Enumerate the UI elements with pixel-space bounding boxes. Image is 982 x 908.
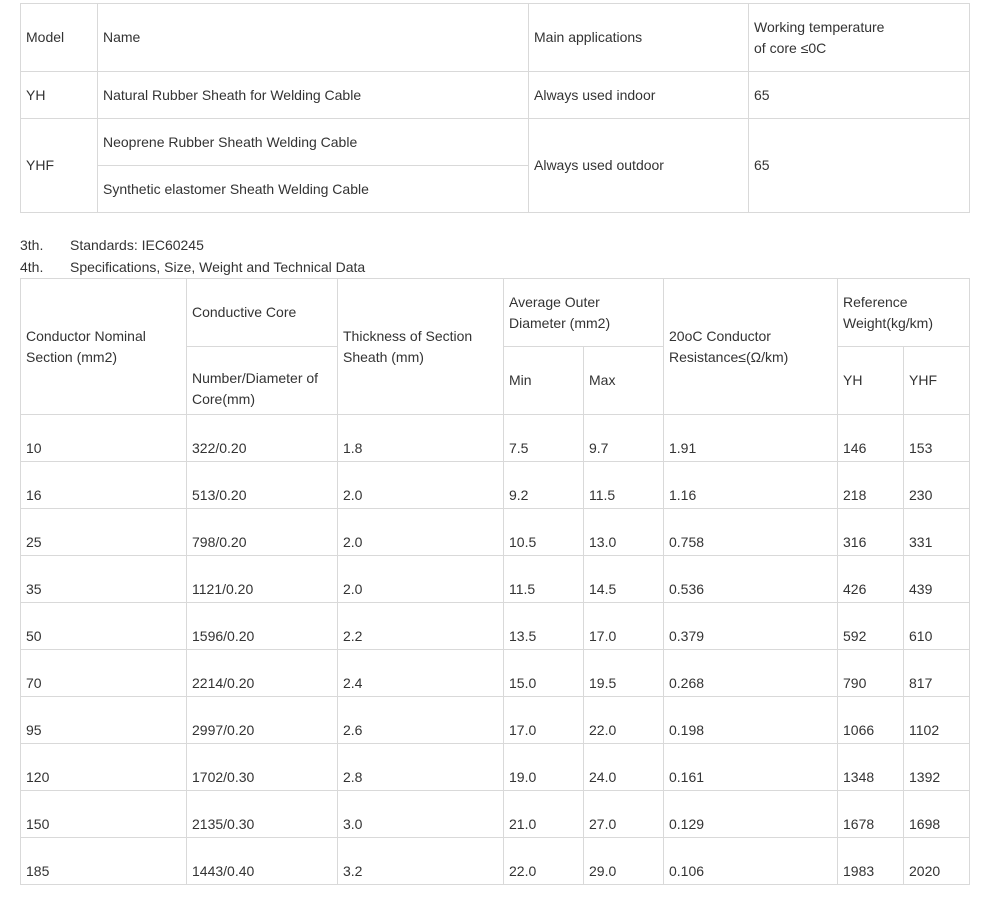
core-cell: 1443/0.40 <box>187 838 338 885</box>
yh-cell: 1678 <box>838 791 904 838</box>
max-cell: 14.5 <box>584 556 664 603</box>
yhf-cell: 2020 <box>904 838 970 885</box>
name-cell: Synthetic elastomer Sheath Welding Cable <box>98 166 529 213</box>
max-cell: 24.0 <box>584 744 664 791</box>
min-cell: 22.0 <box>504 838 584 885</box>
specs-header-row <box>21 279 970 347</box>
temperature-cell: 65 <box>749 72 970 119</box>
note-specifications <box>20 258 365 276</box>
core-cell: 2997/0.20 <box>187 697 338 744</box>
header-reference-weight-line2: Weight(kg/km) <box>843 314 933 331</box>
header-average-outer-line1: Average Outer <box>509 293 600 310</box>
core-cell: 1702/0.30 <box>187 744 338 791</box>
yh-cell: 146 <box>838 415 904 462</box>
thickness-cell: 2.2 <box>338 603 504 650</box>
min-cell: 19.0 <box>504 744 584 791</box>
thickness-cell: 2.8 <box>338 744 504 791</box>
resistance-cell: 0.106 <box>664 838 838 885</box>
header-conductor-section-line1: Conductor Nominal <box>26 327 146 344</box>
resistance-cell: 0.198 <box>664 697 838 744</box>
core-cell: 1121/0.20 <box>187 556 338 603</box>
thickness-cell: 3.0 <box>338 791 504 838</box>
table-row <box>21 697 970 744</box>
section-cell: 16 <box>21 462 187 509</box>
note-standards <box>20 236 204 254</box>
header-conductor-section-line2: Section (mm2) <box>26 348 118 365</box>
max-cell: 17.0 <box>584 603 664 650</box>
max-cell: 11.5 <box>584 462 664 509</box>
header-number-diameter <box>187 347 338 415</box>
thickness-cell: 2.0 <box>338 462 504 509</box>
yh-cell: 592 <box>838 603 904 650</box>
yhf-cell: 153 <box>904 415 970 462</box>
models-header-row <box>21 4 970 72</box>
note-text: Specifications, Size, Weight and Technical Data <box>70 259 366 275</box>
thickness-cell: 1.8 <box>338 415 504 462</box>
yhf-cell: 439 <box>904 556 970 603</box>
table-row <box>21 603 970 650</box>
table-row <box>21 462 970 509</box>
section-cell: 150 <box>21 791 187 838</box>
table-row <box>21 838 970 885</box>
min-cell: 10.5 <box>504 509 584 556</box>
header-resistance-line2: Resistance≤(Ω/km) <box>669 348 789 365</box>
model-cell: YH <box>21 72 98 119</box>
min-cell: 21.0 <box>504 791 584 838</box>
header-working-temperature <box>749 4 970 72</box>
header-main-applications: Main applications <box>529 4 749 72</box>
resistance-cell: 0.129 <box>664 791 838 838</box>
note-text: Standards: IEC60245 <box>70 237 204 253</box>
yhf-cell: 230 <box>904 462 970 509</box>
table-row <box>21 791 970 838</box>
section-cell: 25 <box>21 509 187 556</box>
thickness-cell: 2.0 <box>338 556 504 603</box>
max-cell: 22.0 <box>584 697 664 744</box>
thickness-cell: 2.6 <box>338 697 504 744</box>
yhf-cell: 1392 <box>904 744 970 791</box>
yhf-cell: 817 <box>904 650 970 697</box>
core-cell: 2214/0.20 <box>187 650 338 697</box>
header-min: Min <box>504 347 584 415</box>
header-working-temperature-line2: of core ≤0C <box>754 39 827 56</box>
table-row <box>21 119 970 166</box>
header-resistance-line1: 20oC Conductor <box>669 327 771 344</box>
yh-cell: 790 <box>838 650 904 697</box>
resistance-cell: 1.16 <box>664 462 838 509</box>
thickness-cell: 3.2 <box>338 838 504 885</box>
note-number: 4th. <box>20 259 44 275</box>
resistance-cell: 0.161 <box>664 744 838 791</box>
header-thickness <box>338 279 504 415</box>
header-number-diameter-line1: Number/Diameter of <box>192 370 319 386</box>
header-model: Model <box>21 4 98 72</box>
section-cell: 185 <box>21 838 187 885</box>
yhf-cell: 1102 <box>904 697 970 744</box>
application-cell: Always used outdoor <box>529 119 749 213</box>
section-cell: 95 <box>21 697 187 744</box>
header-conductor-resistance <box>664 279 838 415</box>
max-cell: 27.0 <box>584 791 664 838</box>
header-reference-weight <box>838 279 970 347</box>
min-cell: 17.0 <box>504 697 584 744</box>
table-row <box>21 650 970 697</box>
min-cell: 11.5 <box>504 556 584 603</box>
header-number-diameter-line2: Core(mm) <box>192 391 255 407</box>
header-max: Max <box>584 347 664 415</box>
table-row <box>21 415 970 462</box>
name-cell: Natural Rubber Sheath for Welding Cable <box>98 72 529 119</box>
resistance-cell: 0.379 <box>664 603 838 650</box>
temperature-cell: 65 <box>749 119 970 213</box>
max-cell: 9.7 <box>584 415 664 462</box>
table-row <box>21 556 970 603</box>
thickness-cell: 2.0 <box>338 509 504 556</box>
min-cell: 7.5 <box>504 415 584 462</box>
resistance-cell: 0.536 <box>664 556 838 603</box>
max-cell: 19.5 <box>584 650 664 697</box>
yhf-cell: 610 <box>904 603 970 650</box>
header-average-outer-line2: Diameter (mm2) <box>509 314 611 331</box>
yh-cell: 1348 <box>838 744 904 791</box>
min-cell: 9.2 <box>504 462 584 509</box>
max-cell: 29.0 <box>584 838 664 885</box>
section-cell: 50 <box>21 603 187 650</box>
section-cell: 70 <box>21 650 187 697</box>
name-cell: Neoprene Rubber Sheath Welding Cable <box>98 119 529 166</box>
resistance-cell: 1.91 <box>664 415 838 462</box>
core-cell: 798/0.20 <box>187 509 338 556</box>
resistance-cell: 0.268 <box>664 650 838 697</box>
section-cell: 35 <box>21 556 187 603</box>
table-row <box>21 509 970 556</box>
header-average-outer-diameter <box>504 279 664 347</box>
yh-cell: 426 <box>838 556 904 603</box>
header-yh: YH <box>838 347 904 415</box>
header-yhf: YHF <box>904 347 970 415</box>
cable-models-table <box>20 3 970 213</box>
yh-cell: 316 <box>838 509 904 556</box>
yh-cell: 1983 <box>838 838 904 885</box>
max-cell: 13.0 <box>584 509 664 556</box>
header-conductive-core: Conductive Core <box>187 279 338 347</box>
header-conductor-section <box>21 279 187 415</box>
specifications-table <box>20 278 970 885</box>
header-reference-weight-line1: Reference <box>843 293 908 310</box>
model-cell: YHF <box>21 119 98 213</box>
yhf-cell: 1698 <box>904 791 970 838</box>
header-thickness-line1: Thickness of Section <box>343 327 473 344</box>
thickness-cell: 2.4 <box>338 650 504 697</box>
core-cell: 2135/0.30 <box>187 791 338 838</box>
core-cell: 322/0.20 <box>187 415 338 462</box>
section-cell: 120 <box>21 744 187 791</box>
min-cell: 15.0 <box>504 650 584 697</box>
min-cell: 13.5 <box>504 603 584 650</box>
header-thickness-line2: Sheath (mm) <box>343 348 424 365</box>
table-row <box>21 744 970 791</box>
header-name: Name <box>98 4 529 72</box>
core-cell: 1596/0.20 <box>187 603 338 650</box>
resistance-cell: 0.758 <box>664 509 838 556</box>
yh-cell: 218 <box>838 462 904 509</box>
specs-body <box>21 415 970 885</box>
core-cell: 513/0.20 <box>187 462 338 509</box>
yh-cell: 1066 <box>838 697 904 744</box>
yhf-cell: 331 <box>904 509 970 556</box>
section-cell: 10 <box>21 415 187 462</box>
application-cell: Always used indoor <box>529 72 749 119</box>
header-working-temperature-line1: Working temperature <box>754 18 885 35</box>
note-number: 3th. <box>20 237 44 253</box>
table-row <box>21 72 970 119</box>
